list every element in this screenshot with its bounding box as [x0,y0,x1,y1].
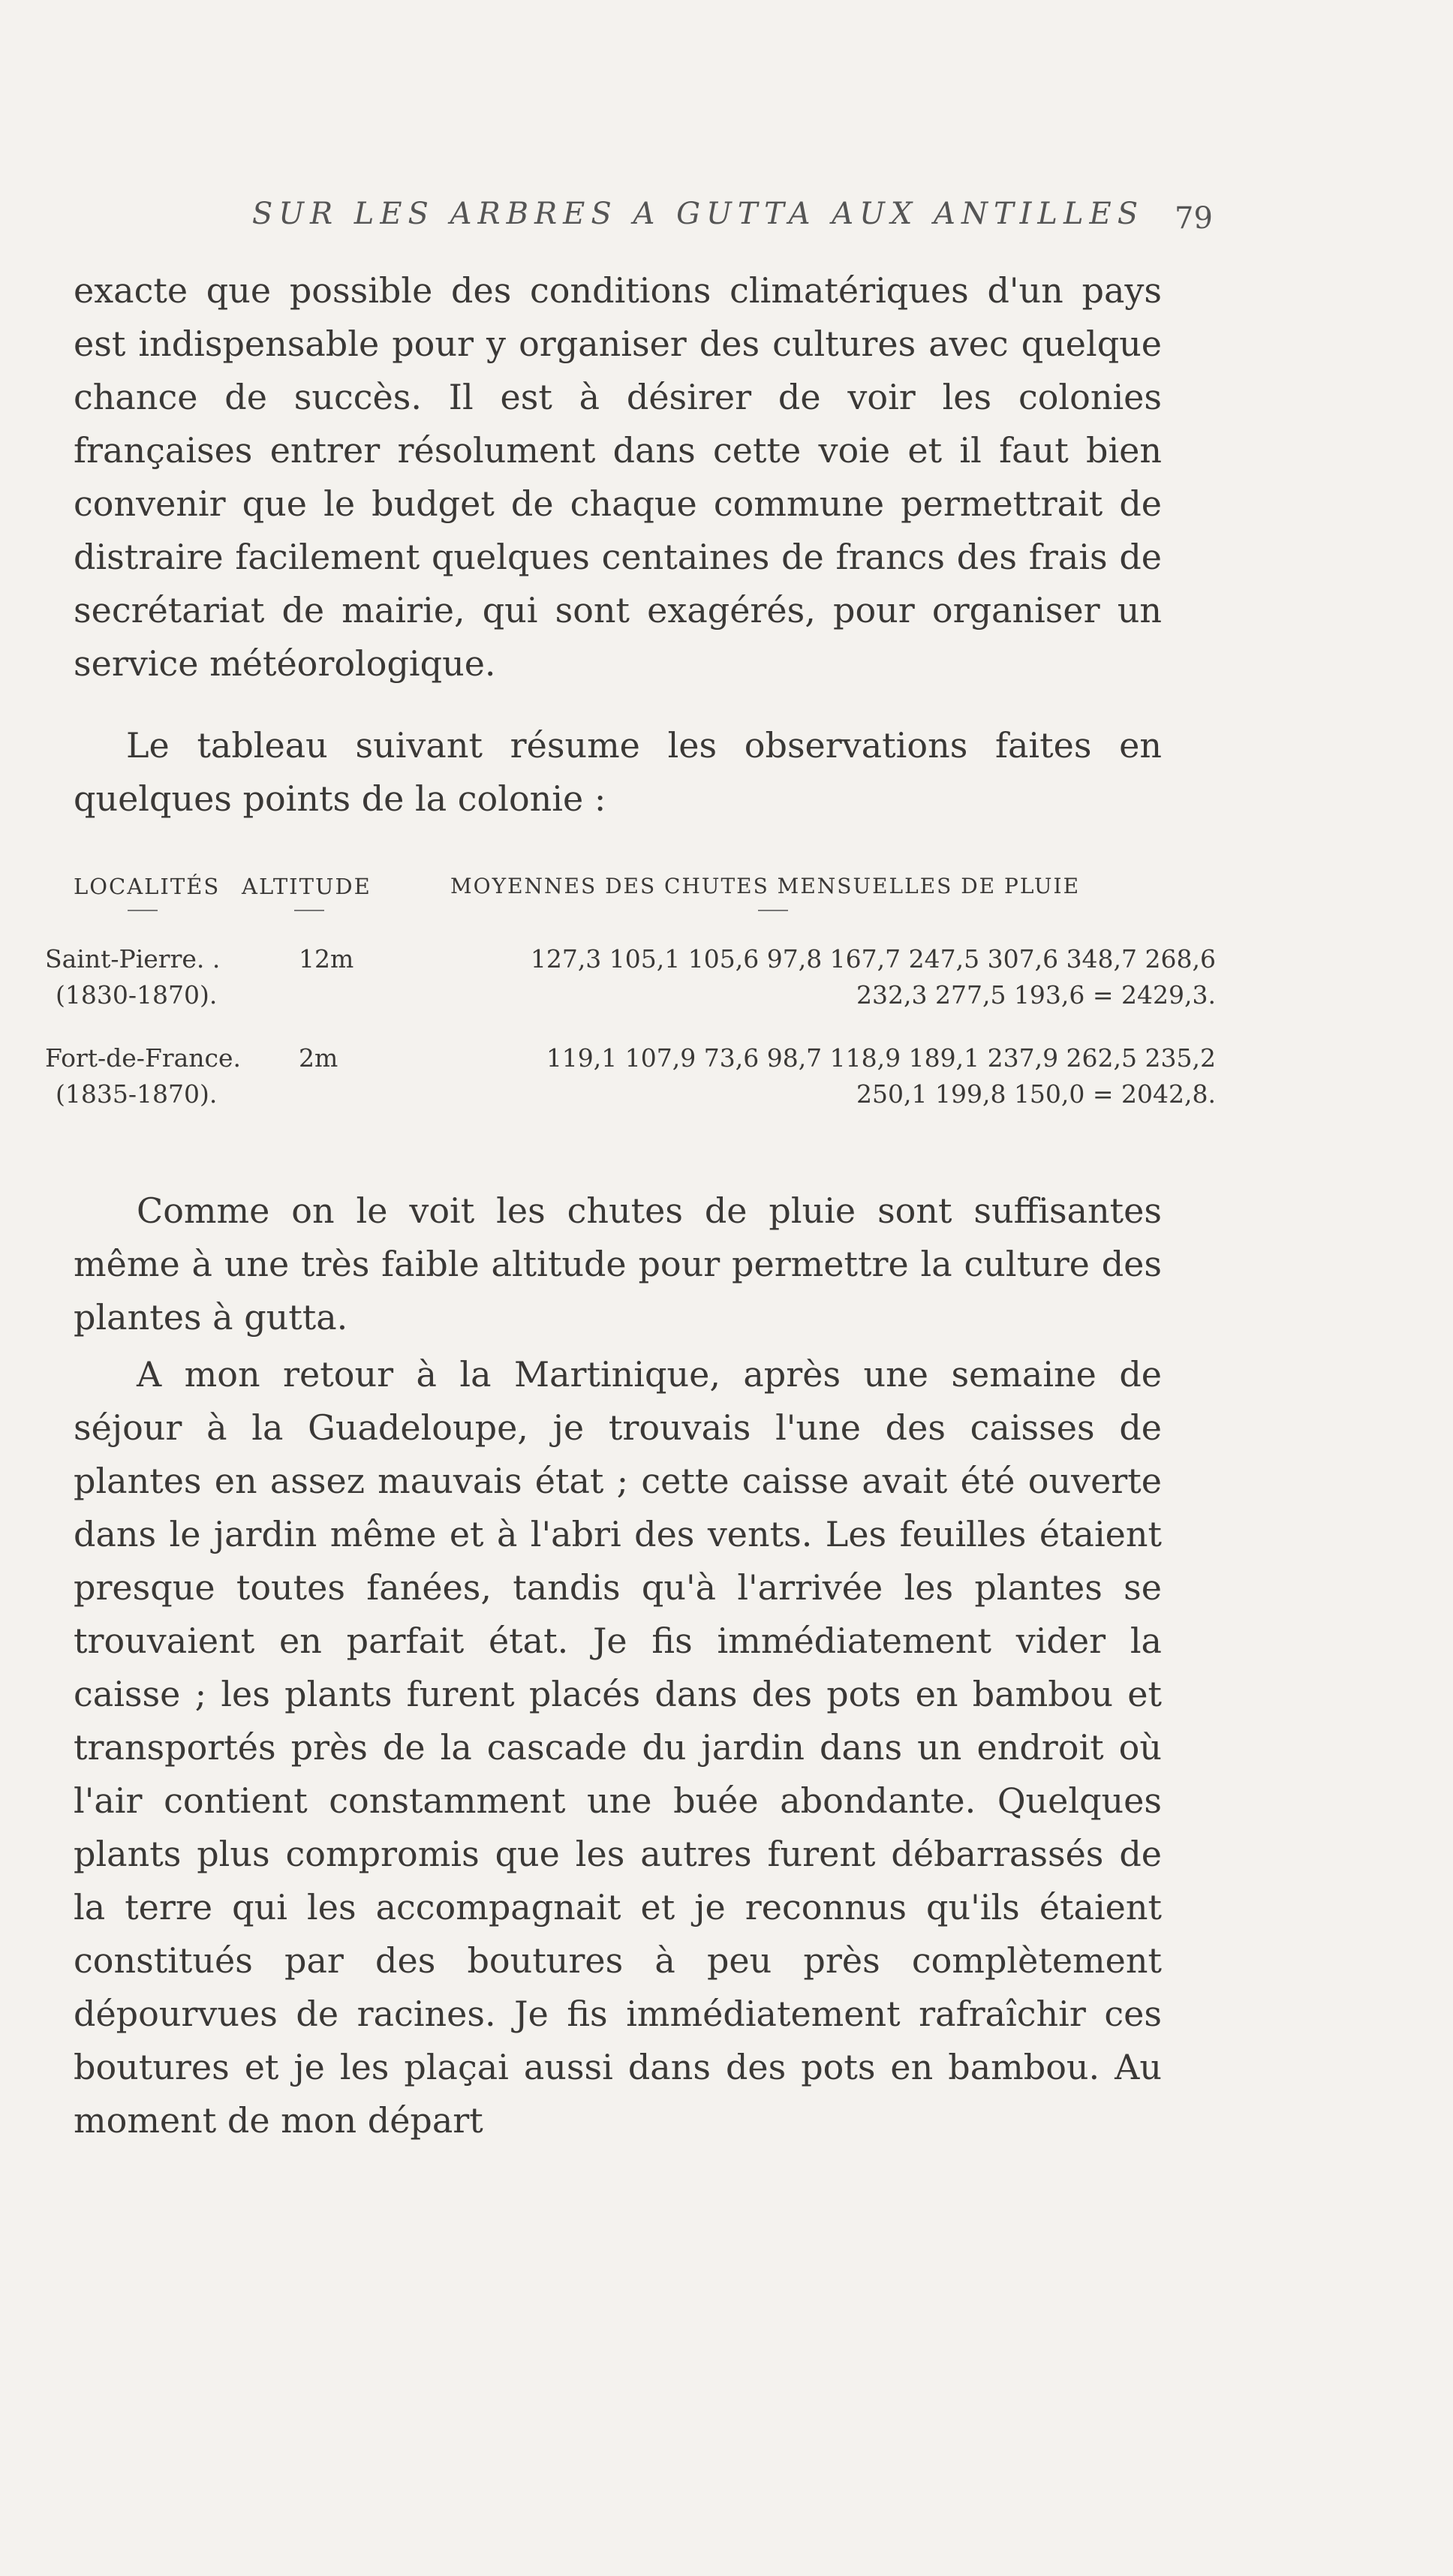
row-values-line1: 119,1 107,9 73,6 98,7 118,9 189,1 237,9 262,5 235,2 [546,1043,1216,1073]
row-years: (1835-1870). [56,1079,218,1109]
header-localities: LOCALITÉS [74,874,221,899]
table-row [45,1043,1216,1126]
row-locality: Saint-Pierre. . [45,944,221,974]
paragraph-2: Le tableau suivant résume les observations faites en quelques points de la colonie : [74,725,1162,819]
header-monthly-rainfall: MOYENNES DES CHUTES MENSUELLES DE PLUIE [450,874,1081,898]
running-title: SUR LES ARBRES A GUTTA AUX ANTILLES [251,197,1145,231]
paragraph-1: exacte que possible des conditions climatériques d'un pays est indispensable pour y organiser des cultures avec quelque chance de succès. Il est à désirer de voir les colonies françaises entrer résolument dans cette voie et il faut bien convenir que le budget de chaque commune permettrait de distraire facilement quelques centaines de francs des frais de secrétariat de mairie, qui sont exagérés, pour organiser un service météorologique. [74,270,1162,684]
page-number: 79 [1175,201,1213,236]
paragraph-4: A mon retour à la Martinique, après une semaine de séjour à la Guadeloupe, je trouvais l'une des caisses de plantes en assez mauvais état ; cette caisse avait été ouverte dans le jardin même et à l'abri des vents. Les feuilles étaient presque toutes fanées, tandis qu'à l'arrivée les plantes se trouvaient en parfait état. Je fis immédiatement vider la caisse ; les plants furent placés dans des pots en bambou et transportés près de la cascade du jardin dans un endroit où l'air contient constamment une buée abondante. Quelques plants plus compromis que les autres furent débarrassés de la terre qui les accompagnait et je reconnus qu'ils étaient constitués par des boutures à peu près complètement dépourvues de racines. Je fis immédiatement rafraîchir ces boutures et je les plaçai aussi dans des pots en bambou. Au moment de mon départ [74,1354,1162,2141]
row-altitude: 2m [299,1043,338,1073]
header-rule [758,910,788,911]
row-years: (1830-1870). [56,980,218,1010]
row-values-line2: 250,1 199,8 150,0 = 2042,8. [856,1079,1216,1109]
header-altitude: ALTITUDE [242,874,372,899]
row-values-line1: 127,3 105,1 105,6 97,8 167,7 247,5 307,6 348,7 268,6 [530,944,1216,974]
rainfall-table [45,874,1216,1109]
header-rule [128,910,158,911]
header-rule [294,910,324,911]
table-header [45,874,1216,904]
row-locality: Fort-de-France. [45,1043,242,1073]
row-values-line2: 232,3 277,5 193,6 = 2429,3. [856,980,1216,1010]
table-row [45,944,1216,1027]
row-altitude: 12m [299,944,354,974]
paragraph-3: Comme on le voit les chutes de pluie sont suffisantes même à une très faible altitude pour permettre la culture des plantes à gutta. [74,1190,1162,1338]
